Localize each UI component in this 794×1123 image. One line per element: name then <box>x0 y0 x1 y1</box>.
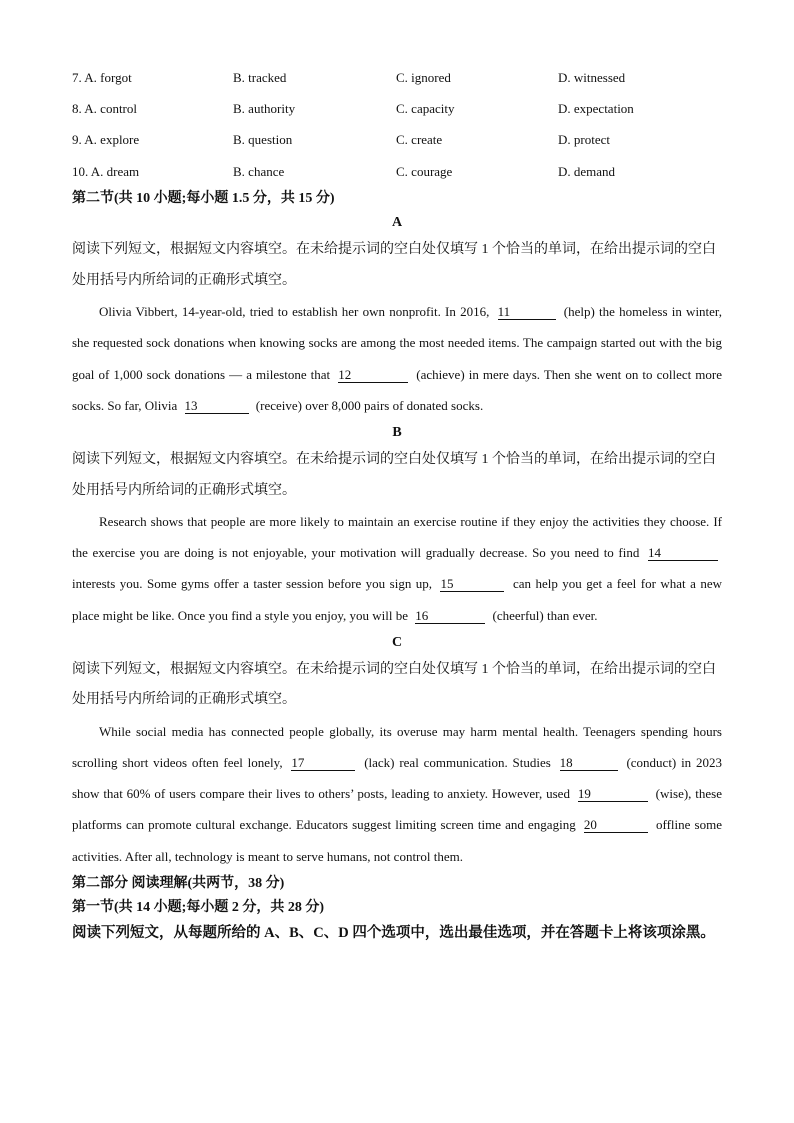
section-title: 第二节(共 10 小题;每小题 1.5 分，共 15 分) <box>72 191 335 207</box>
blank-15[interactable]: 15 <box>440 577 504 592</box>
passage-b-text: Research shows that people are more likely to maintain an exercise routine if they enjoy the activities they choose. If the exercise you are doing is not enjoyable, your motivation will gradually decrease. So you need to find 14 interests you. Some gyms offer a taster session before you sign up, 15 can help you get a feel for what a new place might be like. Once you find a style you enjoy, you will be 16 (cheerful) than ever. <box>72 514 722 623</box>
passage-a-text: Olivia Vibbert, 14-year-old, tried to establish her own nonprofit. In 2016, 11 (help) the homeless in winter, she requested sock donations when knowing socks are among the most needed items. The campaign started out with the big goal of 1,000 sock donations — a milestone that 12 (achieve) in mere days. Then she went on to collect more socks. So far, Olivia 13 (receive) over 8,000 pairs of donated socks. <box>72 304 722 413</box>
section-1-title: 第一节(共 14 小题;每小题 2 分，共 28 分) <box>72 899 324 915</box>
blank-17[interactable]: 17 <box>291 756 355 771</box>
option-a: 10. A. dream <box>72 163 140 179</box>
option-d: D. witnessed <box>558 69 626 85</box>
passage-b-letter: B <box>392 425 402 440</box>
option-c: C. ignored <box>396 69 451 85</box>
instruction-line: 处用括号内所给词的正确形式填空。 <box>72 692 296 708</box>
options-block <box>72 62 722 187</box>
blank-19[interactable]: 19 <box>578 787 648 802</box>
exam-page <box>72 62 722 946</box>
option-b: B. authority <box>233 100 296 116</box>
instruction-line: 阅读下列短文，根据短文内容填空。在未给提示词的空白处仅填写 1 个恰当的单词，在给出提示词的空白 <box>72 242 716 258</box>
passage-c-letter: C <box>391 634 403 650</box>
blank-18[interactable]: 18 <box>560 756 618 771</box>
option-a: 8. A. control <box>72 100 137 116</box>
option-row-7 <box>72 62 722 93</box>
option-c: C. courage <box>396 163 453 179</box>
option-d: D. demand <box>558 163 616 179</box>
passage-c-text: While social media has connected people globally, its overuse may harm mental health. Teenagers spending hours scrolling short videos often feel lonely, 17 (lack) real communication. Studies 18 (conduct) in 2023 show that 60% of users compare their lives to others’ posts, leading to anxiety. However, used 19 (wise), these platforms can promote cultural exchange. Educators suggest limiting screen time and engaging 20 offline some activities. After all, technology is meant to serve humans, not control them. <box>72 723 722 864</box>
option-row-9 <box>72 125 722 156</box>
option-b: B. tracked <box>233 69 287 85</box>
instruction-line: 阅读下列短文，根据短文内容填空。在未给提示词的空白处仅填写 1 个恰当的单词，在给出提示词的空白 <box>72 661 716 677</box>
option-a: 7. A. forgot <box>72 69 132 85</box>
option-c: C. create <box>396 132 443 148</box>
option-row-10 <box>72 156 722 187</box>
option-c: C. capacity <box>396 100 455 116</box>
instruction-line: 处用括号内所给词的正确形式填空。 <box>72 272 296 288</box>
option-row-8 <box>72 93 722 124</box>
blank-14[interactable]: 14 <box>648 546 718 561</box>
part-2-title: 第二部分 阅读理解(共两节，38 分) <box>72 875 285 891</box>
blank-13[interactable]: 13 <box>185 399 249 414</box>
blank-11[interactable]: 11 <box>498 305 556 320</box>
option-b: B. chance <box>233 163 285 179</box>
reading-instruction: 阅读下列短文，从每题所给的 A、B、C、D 四个选项中，选出最佳选项，并在答题卡上将该项涂黑。 <box>72 924 715 941</box>
option-a: 9. A. explore <box>72 132 140 148</box>
instruction-line: 阅读下列短文，根据短文内容填空。在未给提示词的空白处仅填写 1 个恰当的单词，在给出提示词的空白 <box>72 452 716 467</box>
option-b: B. question <box>233 132 293 148</box>
blank-12[interactable]: 12 <box>338 368 408 383</box>
option-d: D. protect <box>558 132 610 148</box>
blank-20[interactable]: 20 <box>584 818 648 833</box>
passage-a-letter: A <box>391 215 403 231</box>
blank-16[interactable]: 16 <box>415 609 485 624</box>
option-d: D. expectation <box>558 100 634 116</box>
instruction-line: 处用括号内所给词的正确形式填空。 <box>72 482 296 498</box>
